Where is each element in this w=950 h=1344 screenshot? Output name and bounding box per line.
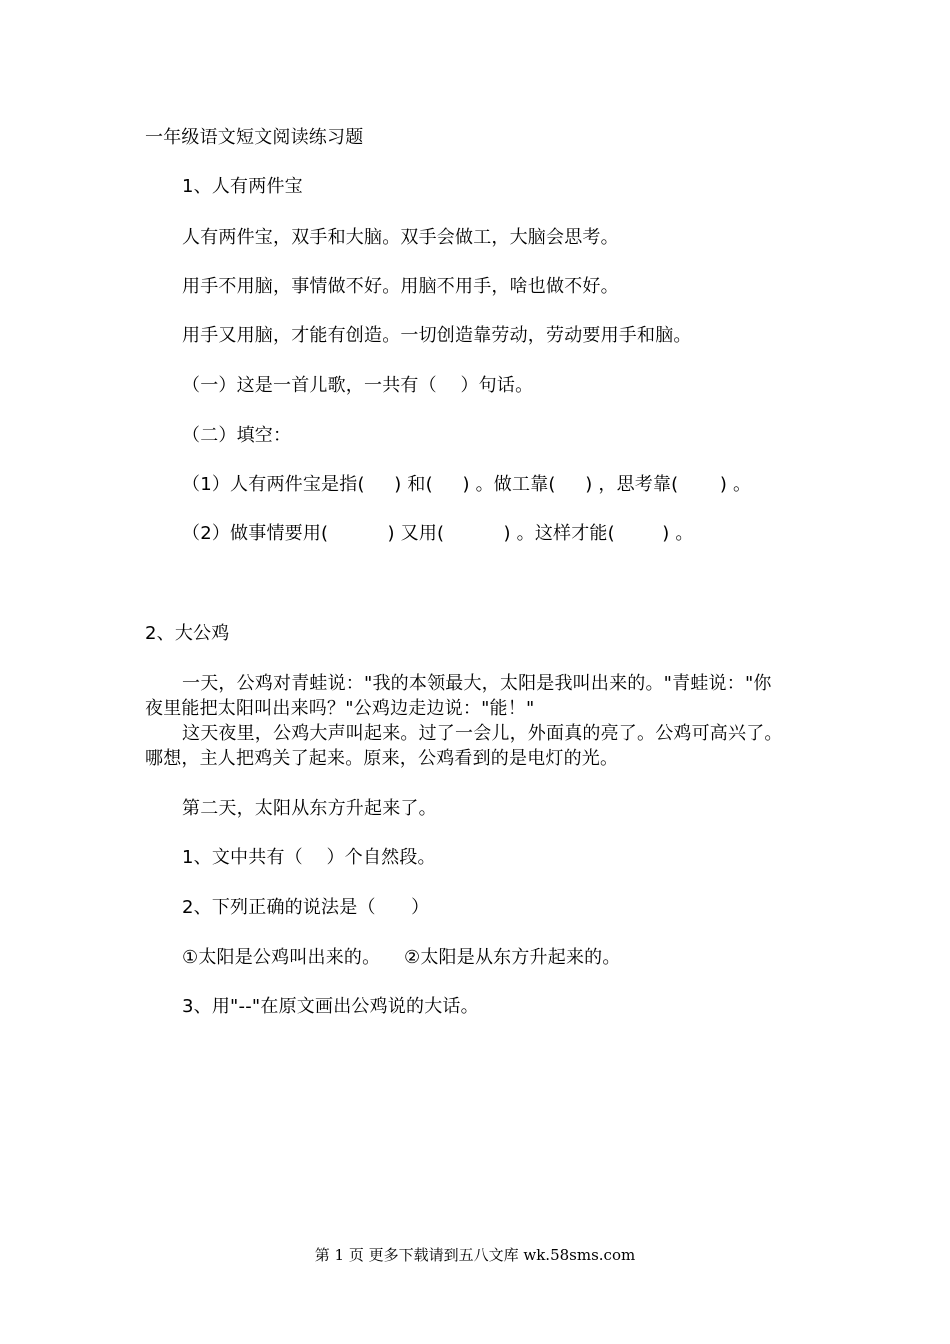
section-1-heading: 1、人有两件宝 <box>182 176 303 197</box>
page-footer: 第 1 页 更多下载请到五八文库 wk.58sms.com <box>314 1246 636 1264</box>
section-2-passage-line: 一天，公鸡对青蛙说："我的本领最大，太阳是我叫出来的。"青蛙说："你 <box>182 673 772 694</box>
section-1-passage-line: 用手不用脑，事情做不好。用脑不用手，啥也做不好。 <box>182 276 619 297</box>
section-1-passage-line: 用手又用脑，才能有创造。一切创造靠劳动，劳动要用手和脑。 <box>182 325 692 346</box>
section-1-question-1: （一）这是一首儿歌，一共有（ ）句话。 <box>182 375 534 396</box>
section-2-passage-line: 哪想，主人把鸡关了起来。原来，公鸡看到的是电灯的光。 <box>145 748 619 769</box>
section-1-fill-blank-2: （2）做事情要用( ) 又用( ) 。这样才能( ) 。 <box>182 523 694 544</box>
section-2-heading: 2、大公鸡 <box>145 623 230 644</box>
section-1-fill-blank-1: （1）人有两件宝是指( ) 和( ) 。做工靠( ) ，思考靠( ) 。 <box>182 474 752 495</box>
section-1-passage-line: 人有两件宝，双手和大脑。双手会做工，大脑会思考。 <box>182 227 619 248</box>
section-2-question-2: 2、下列正确的说法是（ ） <box>182 897 430 918</box>
document-title: 一年级语文短文阅读练习题 <box>145 127 364 148</box>
section-2-passage-line: 这天夜里，公鸡大声叫起来。过了一会儿，外面真的亮了。公鸡可高兴了。 <box>182 723 783 744</box>
section-2-passage-line: 第二天，太阳从东方升起来了。 <box>182 798 437 819</box>
section-2-passage-line: 夜里能把太阳叫出来吗？"公鸡边走边说："能！" <box>145 698 535 719</box>
section-2-question-1: 1、文中共有（ ）个自然段。 <box>182 847 436 868</box>
section-2-options: ①太阳是公鸡叫出来的。 ②太阳是从东方升起来的。 <box>182 947 621 968</box>
section-1-question-2: （二）填空： <box>182 425 292 446</box>
section-2-question-3: 3、用"--"在原文画出公鸡说的大话。 <box>182 996 479 1017</box>
